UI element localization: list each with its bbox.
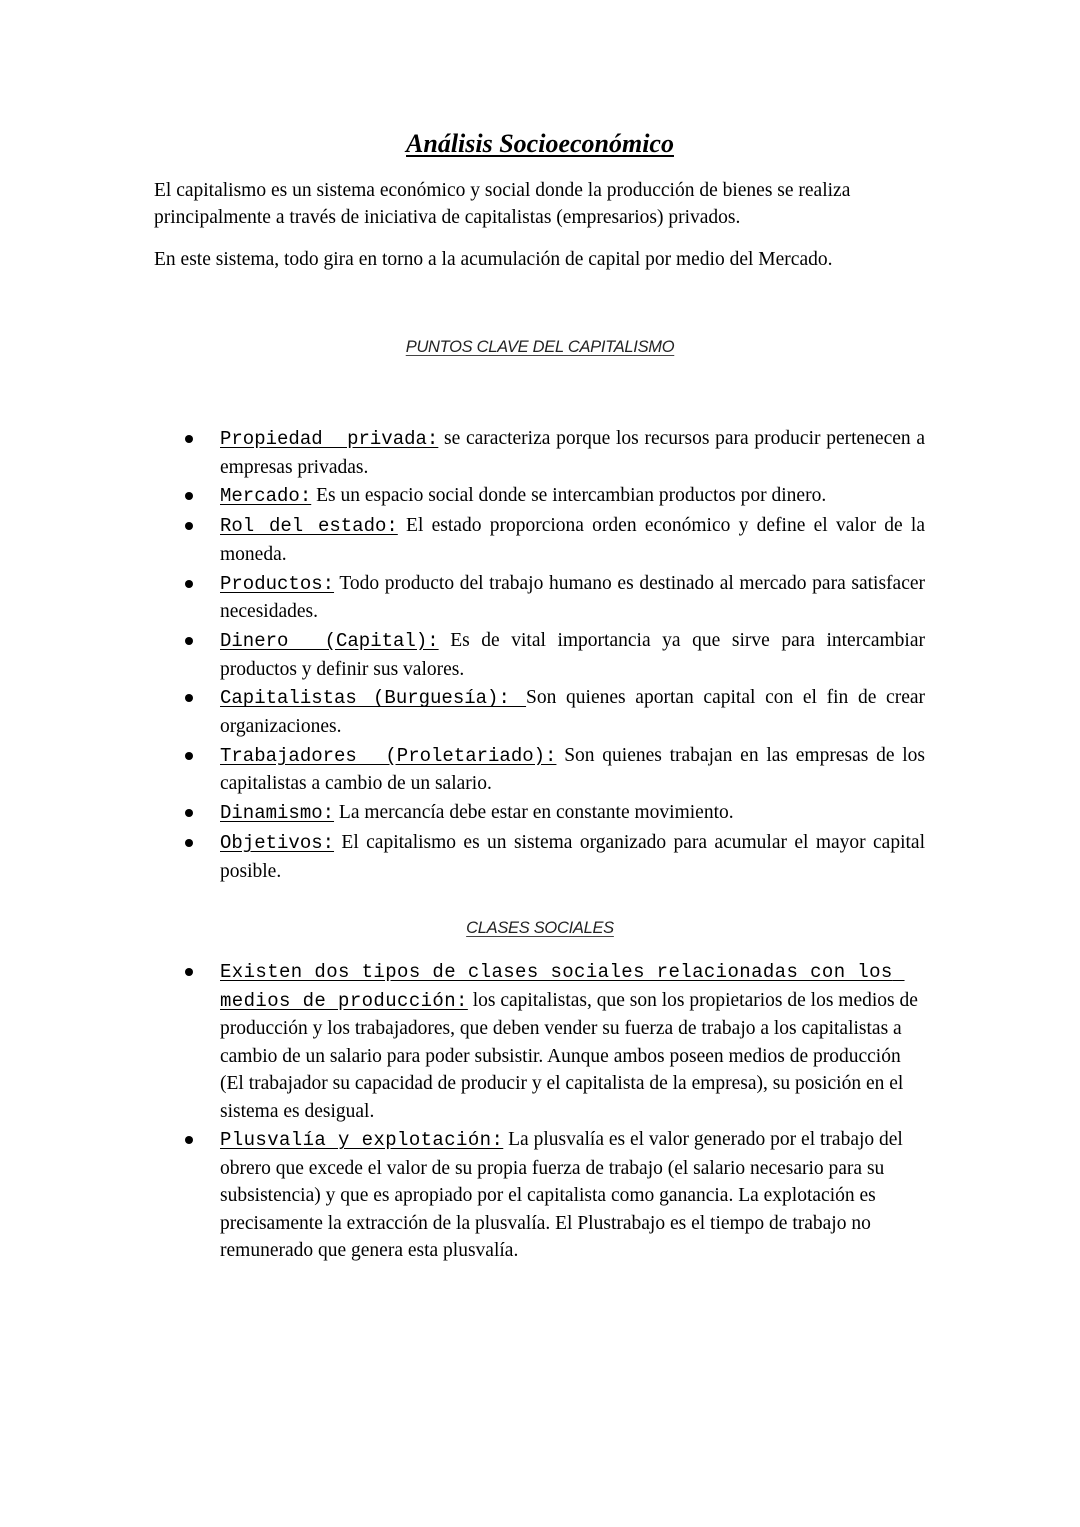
bullet-icon — [185, 968, 193, 976]
item-term: Propiedad privada: — [220, 428, 439, 450]
section-heading-puntos-clave: PUNTOS CLAVE DEL CAPITALISMO — [405, 338, 675, 356]
item-description: El estado proporciona orden económico y define el valor de la moneda. — [220, 515, 925, 565]
item-term: Rol del estado: — [220, 515, 398, 538]
intro-paragraph-1: El capitalismo es un sistema económico y social donde la producción de bienes se realiza principalmente a través de iniciativa de capitalistas (empresarios) privados. — [154, 180, 851, 228]
item-term: Dinero (Capital): — [220, 630, 439, 653]
list-item — [220, 958, 925, 1125]
item-term: Capitalistas (Burguesía): — [220, 687, 527, 710]
list-item — [220, 512, 925, 568]
item-description: Son quienes aportan capital con el fin de crear organizaciones. — [220, 687, 925, 737]
item-term: Productos: — [220, 572, 335, 595]
list-item — [220, 425, 925, 481]
bullet-icon — [185, 580, 193, 588]
list-item — [220, 570, 925, 626]
bullet-icon — [185, 522, 193, 530]
list-item — [220, 742, 925, 798]
list-item — [220, 829, 925, 885]
bullet-icon — [185, 435, 193, 443]
bullet-icon — [185, 1136, 193, 1144]
bullet-icon — [185, 752, 193, 760]
item-description: La plusvalía es el valor generado por el trabajo del obrero que excede el valor de su propia fuerza de trabajo (el salario necesario para su subsistencia) y que es apropiado por el capitalista como ganancia. La explotación es precisamente la extracción de la plusvalía. El Plustrabajo es el tiempo de trabajo no remunerado que genera esta plusvalía. — [220, 1129, 903, 1262]
list-item — [220, 482, 925, 511]
item-description: Todo producto del trabajo humano es destinado al mercado para satisfacer necesidades. — [220, 572, 925, 623]
item-term: Objetivos: — [220, 832, 335, 855]
list-item — [220, 684, 925, 740]
item-description: se caracteriza porque los recursos para producir pertenecen a empresas privadas. — [220, 428, 925, 478]
item-term: Trabajadores (Proletariado): — [220, 744, 557, 767]
item-term: Existen dos tipos de clases sociales relacionadas con los medios de producción: — [220, 961, 905, 1012]
bullet-icon — [185, 809, 193, 817]
item-term: Mercado: — [220, 485, 312, 508]
intro-paragraph-2: En este sistema, todo gira en torno a la acumulación de capital por medio del Mercado. — [154, 249, 833, 270]
item-description: Es de vital importancia ya que sirve para intercambiar productos y definir sus valores. — [220, 630, 925, 680]
bullet-icon — [185, 637, 193, 645]
list-item — [220, 1126, 925, 1265]
section-heading-clases-sociales: CLASES SOCIALES — [466, 919, 614, 937]
item-description: Es un espacio social donde se intercambian productos por dinero. — [311, 485, 827, 507]
social-classes-list — [220, 958, 925, 1266]
bullet-icon — [185, 492, 193, 500]
item-description: El capitalismo es un sistema organizado para acumular el mayor capital posible. — [220, 832, 925, 882]
document-title: Análisis Socioeconómico — [406, 129, 674, 158]
bullet-icon — [185, 839, 193, 847]
list-item — [220, 799, 925, 828]
item-term: Dinamismo: — [220, 802, 335, 825]
item-term: Plusvalía y explotación: — [220, 1129, 504, 1152]
item-description: La mercancía debe estar en constante movimiento. — [334, 802, 734, 824]
key-points-list — [220, 425, 925, 887]
item-description: los capitalistas, que son los propietarios de los medios de producción y los trabajadores, que deben vender su fuerza de trabajo a los capitalistas a cambio de un salario para poder subsistir. Aunque ambos poseen medios de producción (El trabajador su capacidad de producir y el capitalista de la empresa), su posición en el sistema es desigual. — [220, 989, 918, 1122]
list-item — [220, 627, 925, 683]
bullet-icon — [185, 694, 193, 702]
item-description: Son quienes trabajan en las empresas de los capitalistas a cambio de un salario. — [220, 744, 925, 795]
